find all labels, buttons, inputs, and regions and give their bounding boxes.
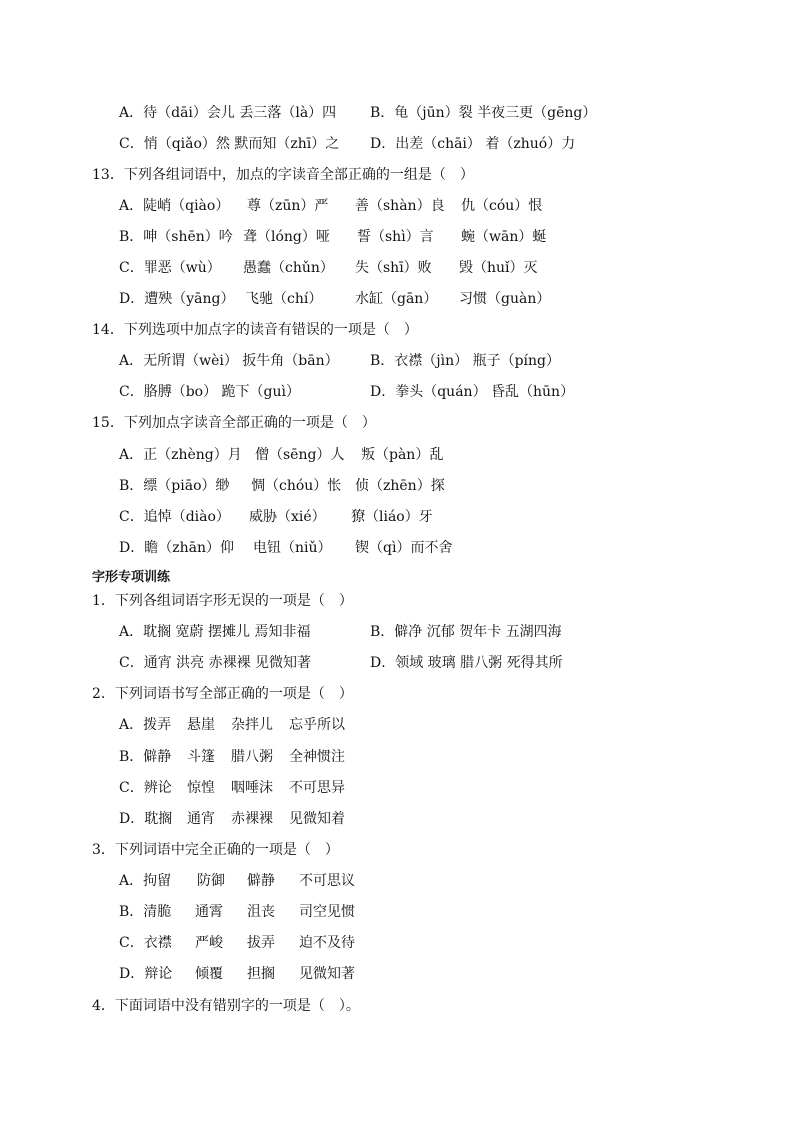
s3-a-4: 不可思议 bbox=[299, 873, 355, 889]
s2-c-4: 不可思异 bbox=[289, 780, 345, 796]
s3-d-2: 倾覆 bbox=[195, 966, 223, 982]
option-a: A．待（dāi）会儿 丢三落（là）四 bbox=[119, 105, 337, 121]
q15-b-3: 侦（zhēn）探 bbox=[355, 478, 445, 494]
s1-option-d: D．领域 玻璃 腊八粥 死得其所 bbox=[370, 655, 563, 671]
s2-a-4: 忘乎所以 bbox=[289, 717, 345, 733]
q13-a-1: A．陡峭（qiào） bbox=[119, 198, 230, 214]
q15-a-2: 僧（sēng）人 bbox=[255, 447, 345, 463]
q14-option-b: B．衣襟（jìn） 瓶子（píng） bbox=[370, 353, 560, 369]
s2-stem: 2．下列词语书写全部正确的一项是（ ） bbox=[92, 686, 353, 702]
s3-c-2: 严峻 bbox=[195, 935, 223, 951]
q15-c-2: 威胁（xié） bbox=[249, 509, 326, 525]
s1-option-a: A．耽搁 宽蔚 摆摊儿 焉知非福 bbox=[119, 624, 311, 640]
question-15-stem: 15．下列加点字读音全部正确的一项是（ ） bbox=[92, 415, 376, 431]
option-d: D．出差（chāi） 着（zhuó）力 bbox=[370, 136, 576, 152]
q14-option-c: C．胳膊（bo） 跪下（guì） bbox=[119, 384, 301, 400]
s3-a-2: 防御 bbox=[197, 873, 225, 889]
q15-a-3: 叛（pàn）乱 bbox=[361, 447, 444, 463]
q13-b-4: 蜿（wān）蜒 bbox=[461, 229, 547, 245]
section-title: 字形专项训练 bbox=[92, 570, 171, 585]
s2-d-2: 通宵 bbox=[187, 811, 215, 827]
s3-d-3: 担搁 bbox=[247, 966, 275, 982]
s3-b-3: 沮丧 bbox=[247, 904, 275, 920]
q13-c-4: 毁（huǐ）灭 bbox=[459, 260, 538, 276]
question-14-stem: 14．下列选项中加点字的读音有错误的一项是（ ） bbox=[92, 322, 418, 338]
s3-b-1: B．清脆 bbox=[119, 904, 172, 920]
q15-c-3: 獠（liáo）牙 bbox=[351, 509, 433, 525]
s2-c-2: 惊惶 bbox=[187, 780, 215, 796]
q13-c-3: 失（shī）败 bbox=[355, 260, 432, 276]
s3-b-2: 通霄 bbox=[195, 904, 223, 920]
s3-a-1: A．拘留 bbox=[119, 873, 172, 889]
s2-a-3: 杂拌儿 bbox=[231, 717, 273, 733]
q13-b-3: 誓（shì）言 bbox=[357, 229, 434, 245]
q13-a-3: 善（shàn）良 bbox=[355, 198, 445, 214]
option-c: C．悄（qiǎo）然 默而知（zhī）之 bbox=[119, 136, 340, 152]
question-13-stem: 13．下列各组词语中，加点的字读音全部正确的一组是（ ） bbox=[92, 167, 474, 183]
q14-option-d: D．拳头（quán） 昏乱（hūn） bbox=[370, 384, 575, 400]
s3-a-3: 僻静 bbox=[247, 873, 275, 889]
option-b: B．龟（jūn）裂 半夜三更（gēng） bbox=[370, 105, 597, 121]
q13-c-2: 愚蠢（chǔn） bbox=[243, 260, 334, 276]
s2-b-4: 全神惯注 bbox=[289, 749, 345, 765]
q13-b-2: 聋（lóng）哑 bbox=[243, 229, 330, 245]
s2-b-1: B．僻静 bbox=[119, 749, 172, 765]
s2-a-1: A．拨弄 bbox=[119, 717, 172, 733]
s3-c-3: 拔弄 bbox=[247, 935, 275, 951]
s1-option-b: B．僻净 沉郁 贺年卡 五湖四海 bbox=[370, 624, 562, 640]
q13-d-2: 飞驰（chí） bbox=[245, 291, 323, 307]
q15-c-1: C．追悼（diào） bbox=[119, 509, 230, 525]
s2-b-3: 腊八粥 bbox=[231, 749, 273, 765]
s1-stem: 1．下列各组词语字形无误的一项是（ ） bbox=[92, 593, 353, 609]
q14-option-a: A．无所谓（wèi） 扳牛角（bān） bbox=[119, 353, 339, 369]
s4-stem: 4．下面词语中没有错别字的一项是（ ）。 bbox=[92, 998, 360, 1014]
s2-a-2: 悬崖 bbox=[187, 717, 215, 733]
s3-c-4: 迫不及待 bbox=[299, 935, 355, 951]
q13-d-4: 习惯（guàn） bbox=[459, 291, 551, 307]
q15-d-2: 电钮（niǔ） bbox=[253, 540, 332, 556]
q15-b-1: B．缥（piāo）缈 bbox=[119, 478, 230, 494]
q13-b-1: B．呻（shēn）吟 bbox=[119, 229, 233, 245]
q13-c-1: C．罪恶（wù） bbox=[119, 260, 221, 276]
s3-b-4: 司空见惯 bbox=[299, 904, 355, 920]
s3-c-1: C．衣襟 bbox=[119, 935, 172, 951]
s3-d-1: D．辩论 bbox=[119, 966, 173, 982]
q13-d-3: 水缸（gān） bbox=[355, 291, 438, 307]
s2-c-1: C．辨论 bbox=[119, 780, 172, 796]
s2-b-2: 斗篷 bbox=[187, 749, 215, 765]
s2-d-3: 赤裸裸 bbox=[231, 811, 273, 827]
s1-option-c: C．通宵 洪亮 赤裸裸 见微知著 bbox=[119, 655, 312, 671]
q15-d-3: 锲（qì）而不舍 bbox=[355, 540, 453, 556]
q15-a-1: A．正（zhèng）月 bbox=[119, 447, 242, 463]
s3-d-4: 见微知著 bbox=[299, 966, 355, 982]
s2-d-4: 见微知着 bbox=[289, 811, 345, 827]
q13-d-1: D．遭殃（yāng） bbox=[119, 291, 235, 307]
s2-d-1: D．耽搁 bbox=[119, 811, 173, 827]
s2-c-3: 咽唾沫 bbox=[231, 780, 273, 796]
q13-a-4: 仇（cóu）恨 bbox=[461, 198, 543, 214]
q15-d-1: D．瞻（zhān）仰 bbox=[119, 540, 234, 556]
q13-a-2: 尊（zūn）严 bbox=[247, 198, 329, 214]
q15-b-2: 惆（chóu）怅 bbox=[251, 478, 342, 494]
s3-stem: 3．下列词语中完全正确的一项是（ ） bbox=[92, 842, 339, 858]
